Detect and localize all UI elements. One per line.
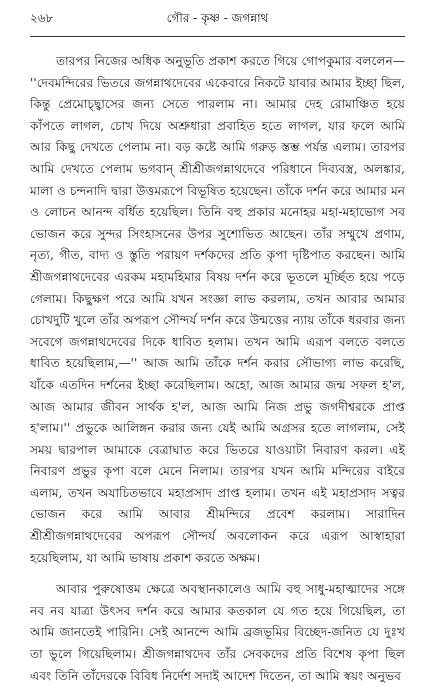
paragraph-1: তারপর নিজের অধিক অনুভূতি প্রকাশ করতে গিয়ে গোপকুমার বললেন— ''দেবমন্দিরের ভিতরে জগন্নাথদেবের একেবারে নিকটে যাবার আমার ইচ্ছা ছিল, কিন্তু প্রেমোচ্ছ্বাসের জন্য সেতে পারলাম না। আমার দেহ রোমাঞ্চিত হয়ে কাঁপতে লাগল, চোখ দিয়ে অশ্রুধারা প্রবাহিত হতে লাগল, যার ফলে আমি আর কিছু দেখতে পেলাম না। বড় কষ্টে আমি গরুড় স্তম্ভ পর্যন্ত এলাম। তারপর আমি দেখতে পেলাম ভগবান্ শ্রীশ্রীজগন্নাথদেবে পরিধানে দিব্যবস্ত্র, অলঙ্কার, মালা ও চন্দনাদি দ্বারা উত্তমরূপে বিভূষিত হয়েছেন। তাঁকে দর্শন করে আমার মন ও লোচন আনন্দ বর্ধিত হয়েছিল। তিনি বহু প্রকার মনোহর মহা-মহাভোগ সব ভোজন করে সুন্দর সিংহাসনের উপর সুশোভিত আছেন। তাঁর সম্মুখে প্রণাম, নৃত্য, গীত, বাদ্য ও স্তুতি পরায়ণ দর্শকদের প্রতি কৃপা দৃষ্টিপাত করছেন। আমি শ্রীজগন্নাথদেবের এরকম মহামহিমার বিষয় দর্শন করে ভূতলে মূর্চ্ছিত হয়ে পড়ে গেলাম। কিছুক্ষণ পরে আমি যখন সংজ্ঞা লাভ করলাম, তখন আবার আমার চোখদুটি খুলে তাঁর অপরূপ সৌন্দর্য দর্শন করে উন্মত্তের ন্যায় তাঁকে ধরবার জন্য সবেগে জগন্নাথদেবের দিকে ধাবিত হলাম। তখন আমি এরূপ বলতে বলতে ধাবিত হয়েছিলাম,—'' আজ আমি তাঁকে দর্শন করার সৌভাগ্য লাভ করেছি, যাঁকে এতদিন দর্শনের ইচ্ছা করেছিলাম। অহো, আজ আমার জন্ম সফল হ'ল, আজ আমার জীবন সার্থক হ'ল, আজ আমি নিজ প্রভু জগদীশ্বরকে প্রাপ্ত হ'লাম।'' প্রভুকে আলিঙ্গন করার জন্য যেই আমি অগ্রসর হতে লাগলাম, সেই সময় দ্বারপাল আমাকে বেত্রাঘাত করে ভিতরে যাওয়াটা নিবারণ করল। এই নিবারণ প্রভুর কৃপা বলে মেনে নিলাম। তারপর যখন আমি মন্দিরের বাইরে এলাম, তখন অযাচিতভাবে মহাপ্রসাদ প্রাপ্ত হলাম। তখন এই মহাপ্রসাদ সত্বর ভোজন করে আমি আবার শ্রীমন্দিরে প্রবেশ করলাম। সারাদিন শ্রীশ্রীজগন্নাথদেবের অপরূপ সৌন্দর্য অবলোকন করে এরূপ আস্বাহারা হয়েছিলাম, যা আমি ভাষায় প্রকাশ করতে অক্ষম। [30,54,405,565]
page-number: ২৬৮ [30,11,54,25]
running-title: গৌর - কৃষ্ণ - জগন্নাথ [166,11,269,25]
page-header [30,8,405,30]
paragraph-2: আবার পুরুষোত্তম ক্ষেত্রে অবস্থানকালেও আমি বহু সাধু-মহাত্মাদের সঙ্গে নব নব যাত্রা উৎসব দর্শন করে আমার কতকাল যে গত হয়ে গিয়েছিল, তা আমি জানতেই পারিনি। সেই আনন্দে আমি ব্রজভূমির বিচ্ছেদ-জনিত যে দুঃখ তা ভুলে গিয়েছিলাম। শ্রীজগন্নাথদেব তাঁর সেবকদের প্রতি বিশেষ কৃপা ছিল এবং তিনি তাঁদেরকে বিবিধ নির্দেশ সদাই আদেশ দিতেন, তা আমি স্বয়ং অনুভব [30,582,405,683]
body-text [30,51,405,687]
header-rule [30,36,405,37]
